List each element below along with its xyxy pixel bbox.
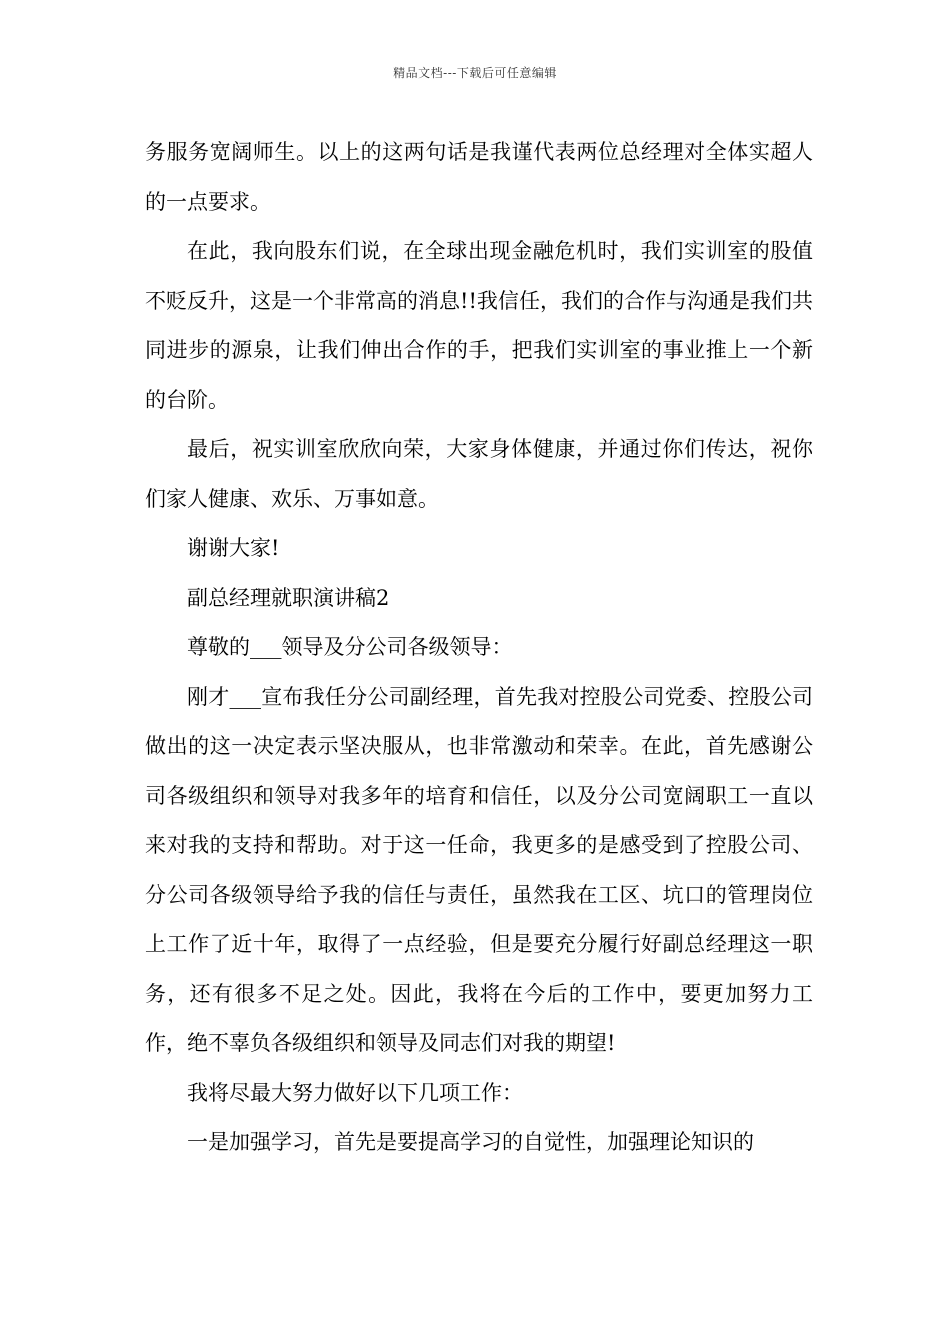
- page-header: 精品文档---下载后可任意编辑: [393, 66, 557, 80]
- paragraph-7: 刚才___宣布我任分公司副经理，首先我对控股公司党委、控股公司做出的这一决定表示坚决服从，也非常激动和荣幸。在此，首先感谢公司各级组织和领导对我多年的培育和信任，以及分公司宽阔职工一直以来对我的支持和帮助。对于这一任命，我更多的是感受到了控股公司、分公司各级领导给予我的信任与责任，虽然我在工区、坑口的管理岗位上工作了近十年，取得了一点经验，但是要充分履行好副总经理这一职务，还有很多不足之处。因此，我将在今后的工作中，要更加努力工作，绝不辜负各级组织和领导及同志们对我的期望!: [145, 684, 813, 1055]
- section-title: 副总经理就职演讲稿2: [187, 585, 390, 610]
- paragraph-9: 一是加强学习，首先是要提高学习的自觉性，加强理论知识的: [187, 1130, 754, 1154]
- paragraph-3: 最后，祝实训室欣欣向荣，大家身体健康，并通过你们传达，祝你们家人健康、欢乐、万事如意。: [145, 437, 813, 511]
- document-body: [145, 128, 813, 1168]
- paragraph-4: 谢谢大家!: [187, 536, 280, 560]
- paragraph-2: 在此，我向股东们说，在全球出现金融危机时，我们实训室的股值不贬反升，这是一个非常高的消息!!我信任，我们的合作与沟通是我们共同进步的源泉，让我们伸出合作的手，把我们实训室的事业推上一个新的台阶。: [145, 239, 813, 412]
- paragraph-1: 务服务宽阔师生。以上的这两句话是我谨代表两位总经理对全体实超人的一点要求。: [145, 140, 813, 214]
- paragraph-8: 我将尽最大努力做好以下几项工作：: [187, 1080, 523, 1105]
- salutation: 尊敬的___领导及分公司各级领导：: [187, 635, 513, 659]
